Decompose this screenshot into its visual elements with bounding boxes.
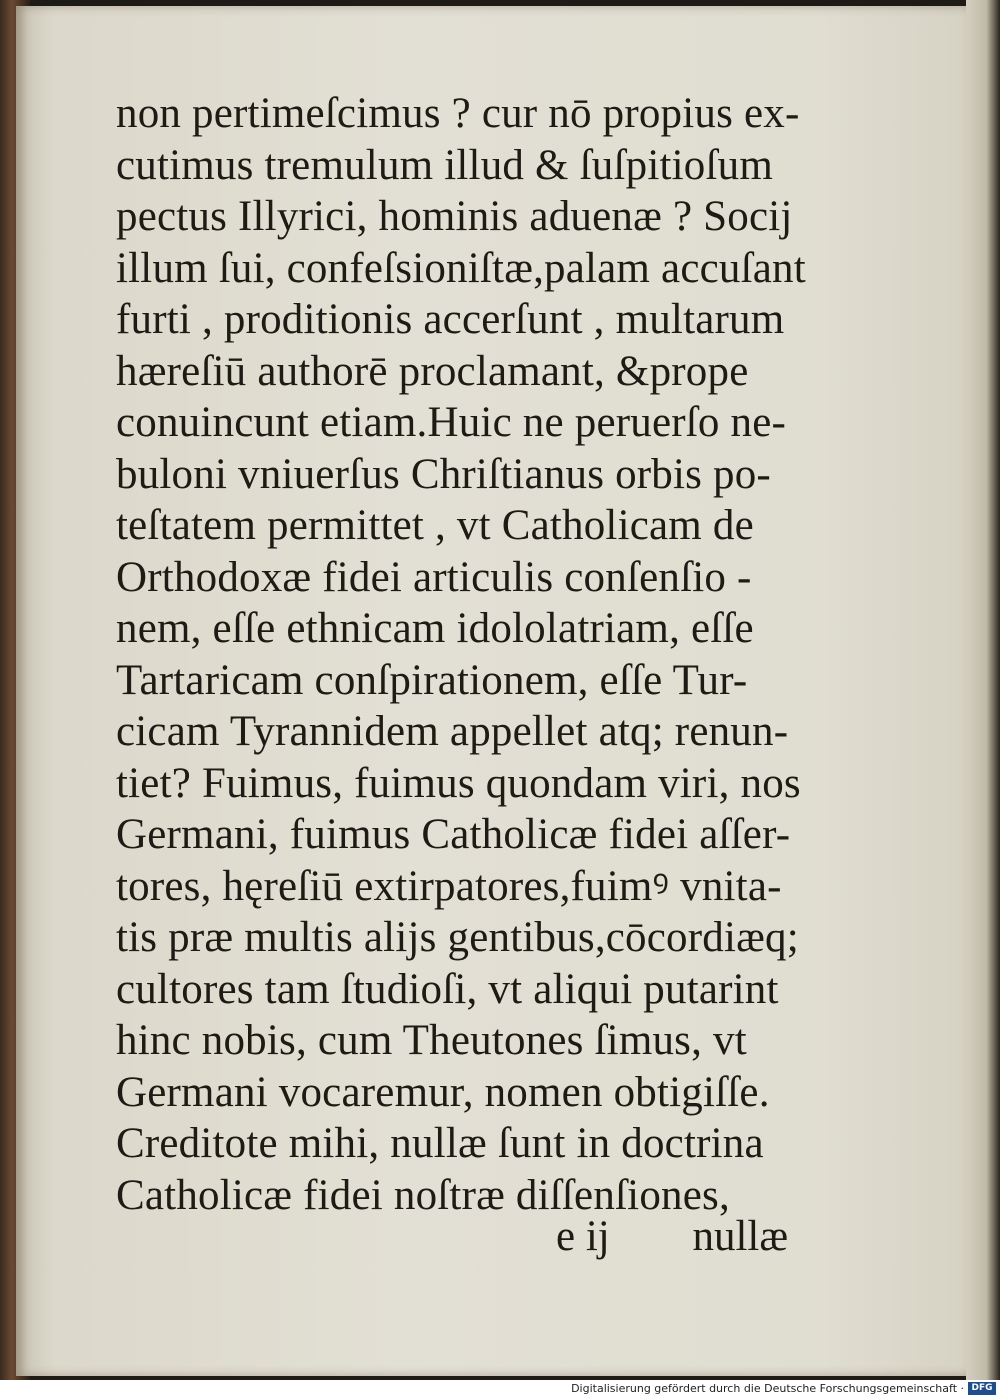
- dfg-logo-icon: DFG: [968, 1382, 996, 1395]
- book-page: [16, 6, 966, 1376]
- text-line-20: Germani vocaremur, nomen obtigiſſe.: [116, 1068, 770, 1116]
- text-line-21: Creditote mihi, nullæ ſunt in doctrina: [116, 1120, 764, 1167]
- text-line-10: Orthodoxæ fidei articulis conſenſio -: [116, 553, 752, 601]
- page-foot: [556, 1211, 788, 1262]
- text-line-19: hinc nobis, cum Theutones ſimus, vt: [116, 1017, 747, 1064]
- text-line-22: Catholicæ fidei noſtræ diſſenſiones,: [116, 1171, 730, 1219]
- text-line-6: hæreſiū authorē proclamant, &prope: [116, 347, 749, 395]
- text-line-14: tiet? Fuimus, fuimus quondam viri, nos: [116, 759, 801, 807]
- text-line-4: illum ſui, confeſsioniſtæ,palam accuſant: [116, 244, 806, 292]
- text-line-1: non pertimeſcimus ? cur nō propius ex-: [116, 90, 800, 137]
- catchword: nullæ: [692, 1213, 789, 1260]
- text-line-2: cutimus tremulum illud & ſuſpitioſum: [116, 141, 773, 189]
- body-text: [116, 88, 836, 1221]
- text-line-11: nem, eſſe ethnicam idololatriam, eſſe: [116, 605, 754, 652]
- footer-credit: Digitalisierung gefördert durch die Deutsche Forschungsgemeinschaft ·: [571, 1382, 964, 1395]
- text-line-5: furti , proditionis accerſunt , multarum: [116, 296, 785, 343]
- text-line-12: Tartaricam conſpirationem, eſſe Tur-: [116, 656, 748, 704]
- page-edge: [966, 0, 1000, 1380]
- text-line-3: pectus Illyrici, hominis aduenæ ? Socij: [116, 193, 793, 240]
- text-line-15: Germani, fuimus Catholicæ fidei aſſer-: [116, 811, 791, 858]
- text-line-16: tores, hęreſiū extirpatores,fuimꝰ vnita-: [116, 862, 782, 910]
- footer-bar: [0, 1380, 1000, 1398]
- text-line-18: cultores tam ſtudioſi, vt aliqui putarint: [116, 965, 779, 1013]
- text-line-7: conuincunt etiam.Huic ne peruerſo ne-: [116, 399, 787, 446]
- text-line-8: buloni vniuerſus Chriſtianus orbis po-: [116, 450, 771, 498]
- text-line-17: tis præ multis alijs gentibus,cōcordiæq;: [116, 914, 799, 961]
- text-line-9: teſtatem permittet , vt Catholicam de: [116, 502, 754, 549]
- text-line-13: cicam Tyrannidem appellet atq; renun-: [116, 708, 789, 755]
- signature-mark: e ij: [556, 1213, 610, 1260]
